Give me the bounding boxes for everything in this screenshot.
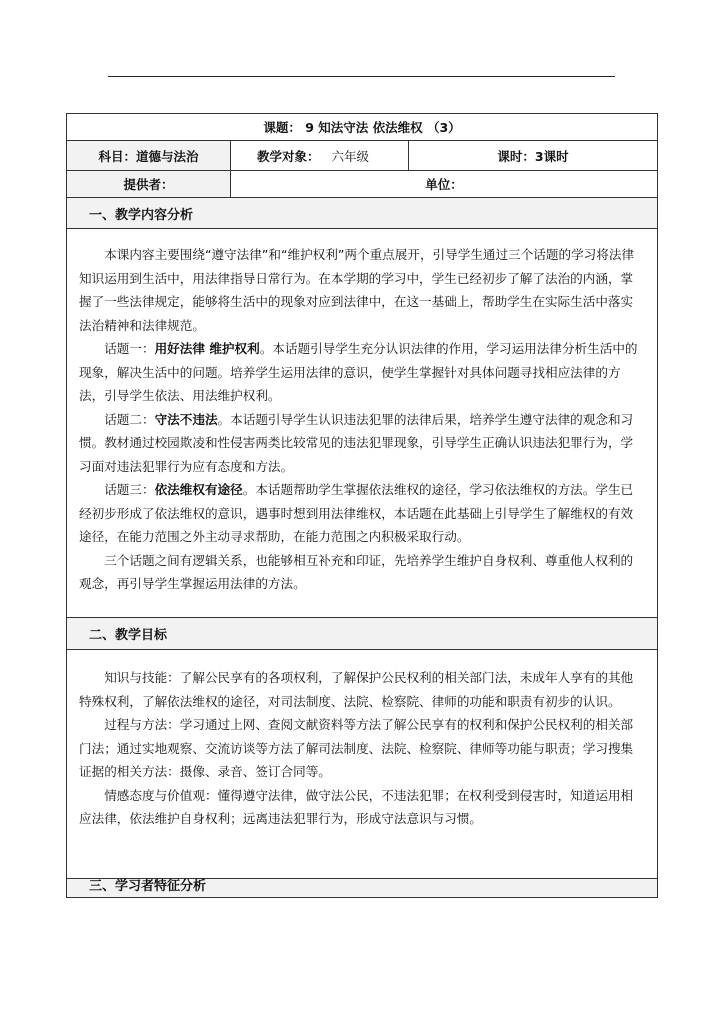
header-rule bbox=[108, 76, 615, 77]
section3-head-row bbox=[67, 879, 657, 897]
closing-paragraph: 三个话题之间有逻辑关系，也能够相互补充和印证，先培养学生维护自身权利、尊重他人权利的观念，再引导学生掌握运用法律的方法。 bbox=[79, 552, 634, 591]
subject-cell: 科目：道德与法治 bbox=[67, 141, 231, 170]
topic3-paragraph bbox=[79, 478, 645, 549]
lesson-title: 课题： 9 知法守法 依法维权 （3） bbox=[263, 120, 461, 135]
provider-cell: 提供者： bbox=[67, 171, 231, 197]
topic3-text: 。本话题帮助学生掌握依法维权的途径，学习依法维权的方法。学生已经初步形成了依法维权的意识，遇事时想到用法律维权，本话题在此基础上引导学生了解维权的有效途径，在能力范围之外主动寻求帮助，在能力范围之内积极采取行动。 bbox=[79, 482, 634, 544]
section1-head-row bbox=[67, 198, 657, 229]
section1-body-row bbox=[67, 229, 657, 618]
topic2-text: 。本话题引导学生认识违法犯罪的法律后果，培养学生遵守法律的观念和习惯。教材通过校园欺凌和性侵害两类比较常见的违法犯罪现象，引导学生正确认识违法犯罪行为，学习面对违法犯罪行为应有态度和方法。 bbox=[79, 411, 634, 474]
topic2-paragraph bbox=[79, 408, 645, 479]
section2-body-row bbox=[67, 650, 657, 879]
hours-cell: 课时：3课时 bbox=[497, 148, 569, 164]
info-row bbox=[67, 141, 657, 171]
section1-body bbox=[67, 229, 657, 617]
topic1-paragraph bbox=[79, 337, 645, 408]
lesson-plan-table bbox=[66, 113, 658, 898]
audience-value: 六年级 bbox=[331, 148, 370, 164]
topic1-text: 。本话题引导学生充分认识法律的作用，学习运用法律分析生活中的现象，解决生活中的问题。培养学生运用法律的意识，使学生掌握针对具体问题寻找相应法律的方法，引导学生依法、用法维护权利。 bbox=[79, 341, 638, 403]
audience-cell bbox=[231, 141, 409, 170]
goal-knowledge: 知识与技能：了解公民享有的各项权利，了解保护公民权利的相关部门法，未成年人享有的其他特殊权利，了解依法维权的途径，对司法制度、法院、检察院、律师的功能和职责有初步的认识。 bbox=[79, 670, 634, 709]
intro-paragraph: 本课内容主要围绕“遵守法律”和“维护权利”两个重点展开，引导学生通过三个话题的学习将法律知识运用到生活中，用法律指导日常行为。在本学期的学习中，学生已经初步了解了法治的内涵，掌握了一些法律规定，能够将生活中的现象对应到法律中，在这一基础上，帮助学生在实际生活中落实法治精神和法律规范。 bbox=[79, 247, 635, 333]
section2-body bbox=[67, 650, 657, 878]
section2-heading: 二、教学目标 bbox=[67, 618, 657, 649]
topic1-title: 用好法律 维护权利 bbox=[154, 341, 260, 356]
section3-heading: 三、学习者特征分析 bbox=[67, 879, 657, 897]
goal-process: 过程与方法：学习通过上网、查阅文献资料等方法了解公民享有的权利和保护公民权利的相关部门法；通过实地观察、交流访谈等方法了解司法制度、法院、检察院、律师等功能与职责；学习搜集证据的相关方法：摄像、录音、签订合同等。 bbox=[79, 717, 634, 779]
unit-cell: 单位： bbox=[425, 177, 463, 192]
section2-head-row bbox=[67, 618, 657, 650]
provider-row bbox=[67, 171, 657, 198]
topic2-label: 话题二： bbox=[104, 411, 155, 427]
title-row bbox=[67, 114, 657, 141]
section1-heading: 一、教学内容分析 bbox=[67, 198, 657, 228]
goal-attitude: 情感态度与价值观：懂得遵守法律，做守法公民，不违法犯罪；在权利受到侵害时，知道运用相应法律，依法维护自身权利；远离违法犯罪行为，形成守法意识与习惯。 bbox=[79, 787, 634, 826]
audience-label: 教学对象： bbox=[257, 148, 320, 164]
topic3-label: 话题三： bbox=[104, 482, 155, 497]
topic1-label: 话题一： bbox=[104, 341, 155, 356]
topic2-title: 守法不违法 bbox=[154, 411, 218, 427]
topic3-title: 依法维权有途径 bbox=[154, 482, 243, 497]
